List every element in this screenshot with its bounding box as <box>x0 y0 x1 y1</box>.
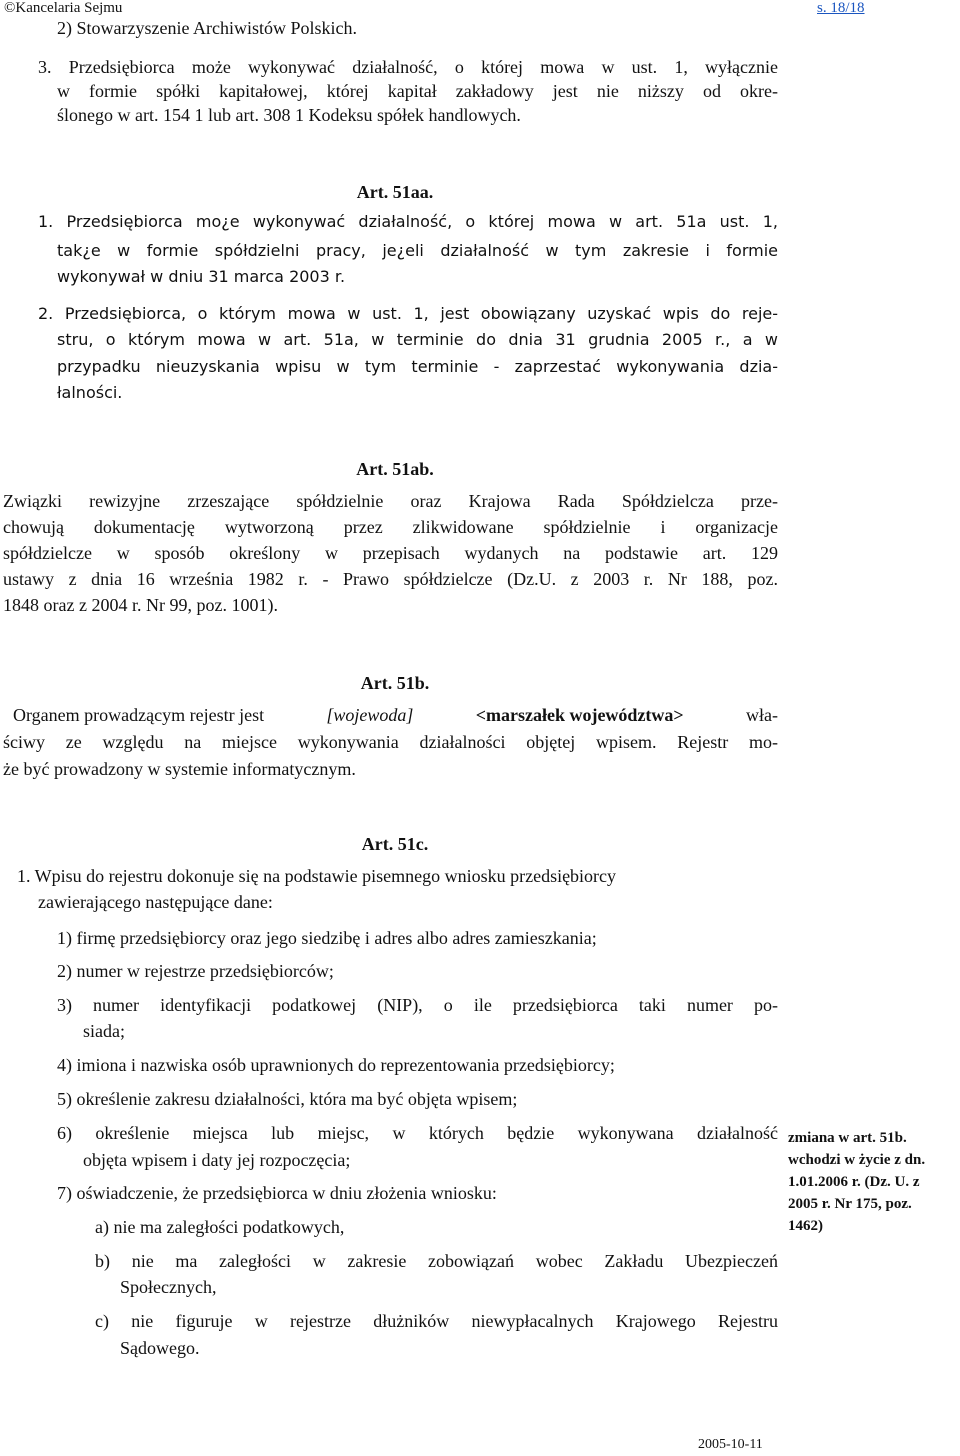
text-line: wykonywał w dniu 31 marca 2003 r. <box>57 267 346 286</box>
margin-note <box>788 1127 960 1237</box>
text-line: łalności. <box>57 383 123 402</box>
inserted-text: <marszałek województwa> <box>475 705 684 725</box>
text-line: że być prowadzony w systemie informatycznym. <box>3 759 356 779</box>
article-heading-51ab: Art. 51ab. <box>356 459 434 479</box>
text-line: przypadku nieuzyskania wpisu w tym terminie - zaprzestać wykonywania dzia- <box>57 357 778 376</box>
text-line: 1848 oraz z 2004 r. Nr 99, poz. 1001). <box>3 595 278 615</box>
text-line: Związki rewizyjne zrzeszające spółdzielnie oraz Krajowa Rada Spółdzielcza prze- <box>3 491 778 511</box>
text-line: 3. Przedsiębiorca może wykonywać działalność, o której mowa w ust. 1, wyłącznie <box>38 57 778 77</box>
text-line: 1. Wpisu do rejestru dokonuje się na podstawie pisemnego wniosku przedsiębiorcy <box>17 866 617 886</box>
note-line: 1.01.2006 r. (Dz. U. z <box>788 1174 920 1190</box>
article-heading-51b: Art. 51b. <box>360 673 430 693</box>
text-line: stru, o którym mowa w art. 51a, w terminie do dnia 31 grudnia 2005 r., a w <box>57 330 778 349</box>
list-item: 5) określenie zakresu działalności, która ma być objęta wpisem; <box>57 1089 518 1109</box>
text-line: spółdzielcze w sposób określony w przepisach wydanych na podstawie art. 129 <box>3 543 778 563</box>
text-line: tak¿e w formie spółdzielni pracy, je¿eli działalność w tym zakresie i formie <box>57 241 778 260</box>
sub-list-item: a) nie ma zaległości podatkowych, <box>95 1217 345 1237</box>
note-line: zmiana w art. 51b. <box>788 1130 907 1146</box>
text-line: 1. Przedsiębiorca mo¿e wykonywać działalność, o której mowa w art. 51a ust. 1, <box>38 212 778 231</box>
text-line: zawierającego następujące dane: <box>38 892 273 912</box>
sub-list-item-continuation: Sądowego. <box>120 1338 200 1358</box>
list-item: 4) imiona i nazwiska osób uprawnionych do reprezentowania przedsiębiorcy; <box>57 1055 615 1075</box>
text-line: ślonego w art. 154 1 lub art. 308 1 Kodeksu spółek handlowych. <box>57 105 521 125</box>
list-item-continuation: siada; <box>83 1021 125 1041</box>
text-line: w formie spółki kapitałowej, której kapitał zakładowy jest nie niższy od okre- <box>57 81 778 101</box>
text-line <box>13 703 778 727</box>
text-fragment: Organem prowadzącym rejestr jest <box>13 705 265 725</box>
text-line: ustawy z dnia 16 września 1982 r. - Prawo spółdzielcze (Dz.U. z 2003 r. Nr 188, poz. <box>3 569 778 589</box>
text-line: chowują dokumentację wytworzoną przez zlikwidowane spółdzielnie i organizacje <box>3 517 778 537</box>
list-item: 1) firmę przedsiębiorcy oraz jego siedzibę i adres albo adres zamieszkania; <box>57 928 597 948</box>
footer-date: 2005-10-11 <box>698 1437 763 1452</box>
article-heading-51aa: Art. 51aa. <box>356 182 434 202</box>
list-item: 2) numer w rejestrze przedsiębiorców; <box>57 961 334 981</box>
text-line: 2) Stowarzyszenie Archiwistów Polskich. <box>57 18 357 38</box>
list-item: 6) określenie miejsca lub miejsc, w których będzie wykonywana działalność <box>57 1123 778 1143</box>
list-item-continuation: objęta wpisem i daty jej rozpoczęcia; <box>83 1150 351 1170</box>
sub-list-item: b) nie ma zaległości w zakresie zobowiązań wobec Zakładu Ubezpieczeń <box>95 1251 778 1271</box>
header-publisher: ©Kancelaria Sejmu <box>4 0 123 16</box>
note-line: wchodzi w życie z dn. <box>788 1152 926 1168</box>
text-line: ściwy ze względu na miejsce wykonywania działalności objętej wpisem. Rejestr mo- <box>3 732 778 752</box>
page-number-link[interactable]: s. 18/18 <box>817 0 865 16</box>
note-line: 1462) <box>788 1218 823 1234</box>
text-line: 2. Przedsiębiorca, o którym mowa w ust. 1, jest obowiązany uzyskać wpis do reje- <box>38 304 778 323</box>
list-item: 3) numer identyfikacji podatkowej (NIP), o ile przedsiębiorca taki numer po- <box>57 995 778 1015</box>
sub-list-item: c) nie figuruje w rejestrze dłużników niewypłacalnych Krajowego Rejestru <box>95 1311 778 1331</box>
article-heading-51c: Art. 51c. <box>361 834 429 854</box>
deleted-text: [wojewoda] <box>326 705 414 725</box>
list-item: 7) oświadczenie, że przedsiębiorca w dniu złożenia wniosku: <box>57 1183 497 1203</box>
text-fragment: wła- <box>746 705 778 725</box>
note-line: 2005 r. Nr 175, poz. <box>788 1196 912 1212</box>
sub-list-item-continuation: Społecznych, <box>120 1277 217 1297</box>
